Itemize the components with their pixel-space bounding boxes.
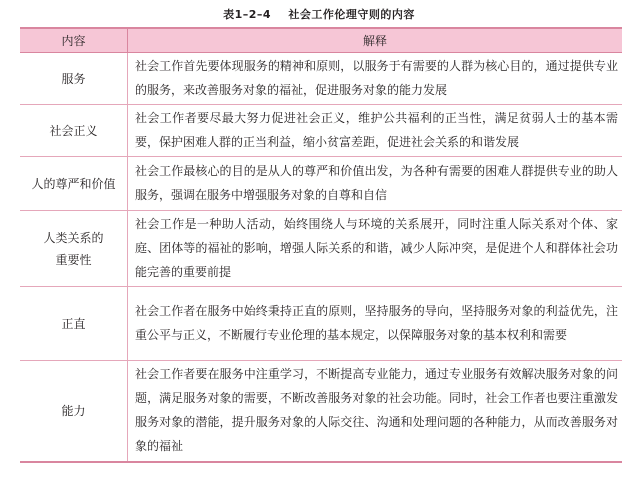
table-row (20, 211, 622, 287)
table-row (20, 105, 622, 157)
row-item-label: 能力 (20, 361, 128, 462)
table-row (20, 361, 622, 462)
table-row (20, 287, 622, 361)
row-item-label: 社会正义 (20, 105, 128, 157)
column-header-explanation: 解释 (128, 28, 623, 53)
column-header-content: 内容 (20, 28, 128, 53)
row-item-label: 人的尊严和价值 (20, 157, 128, 211)
table-row (20, 53, 622, 105)
row-explanation: 社会工作首先要体现服务的精神和原则，以服务于有需要的人群为核心目的，通过提供专业的服务，来改善服务对象的福祉，促进服务对象的能力发展 (128, 53, 623, 105)
table-header-row (20, 28, 622, 53)
table-row (20, 157, 622, 211)
row-explanation: 社会工作者要尽最大努力促进社会正义，维护公共福利的正当性，满足贫弱人士的基本需要，保护困难人群的正当利益，缩小贫富差距，促进社会关系的和谐发展 (128, 105, 623, 157)
row-item-label: 正直 (20, 287, 128, 361)
row-explanation: 社会工作者在服务中始终秉持正直的原则，坚持服务的导向，坚持服务对象的利益优先，注重公平与正义，不断履行专业伦理的基本规定，以保障服务对象的基本权利和需要 (128, 287, 623, 361)
ethics-table (20, 27, 622, 463)
row-explanation: 社会工作者要在服务中注重学习，不断提高专业能力，通过专业服务有效解决服务对象的问题，满足服务对象的需要，不断改善服务对象的社会功能。同时，社会工作者也要注重激发服务对象的潜能，提升服务对象的人际交往、沟通和处理问题的各种能力，从而改善服务对象的福祉 (128, 361, 623, 462)
row-explanation: 社会工作是一种助人活动，始终围绕人与环境的关系展开，同时注重人际关系对个体、家庭、团体等的福祉的影响，增强人际关系的和谐，减少人际冲突，是促进个人和群体社会功能完善的重要前提 (128, 211, 623, 287)
table-caption: 表1–2–4 社会工作伦理守则的内容 (223, 8, 415, 21)
row-explanation: 社会工作最核心的目的是从人的尊严和价值出发，为各种有需要的困难人群提供专业的助人服务，强调在服务中增强服务对象的自尊和自信 (128, 157, 623, 211)
row-item-label: 人类关系的 重要性 (20, 211, 128, 287)
row-item-label: 服务 (20, 53, 128, 105)
